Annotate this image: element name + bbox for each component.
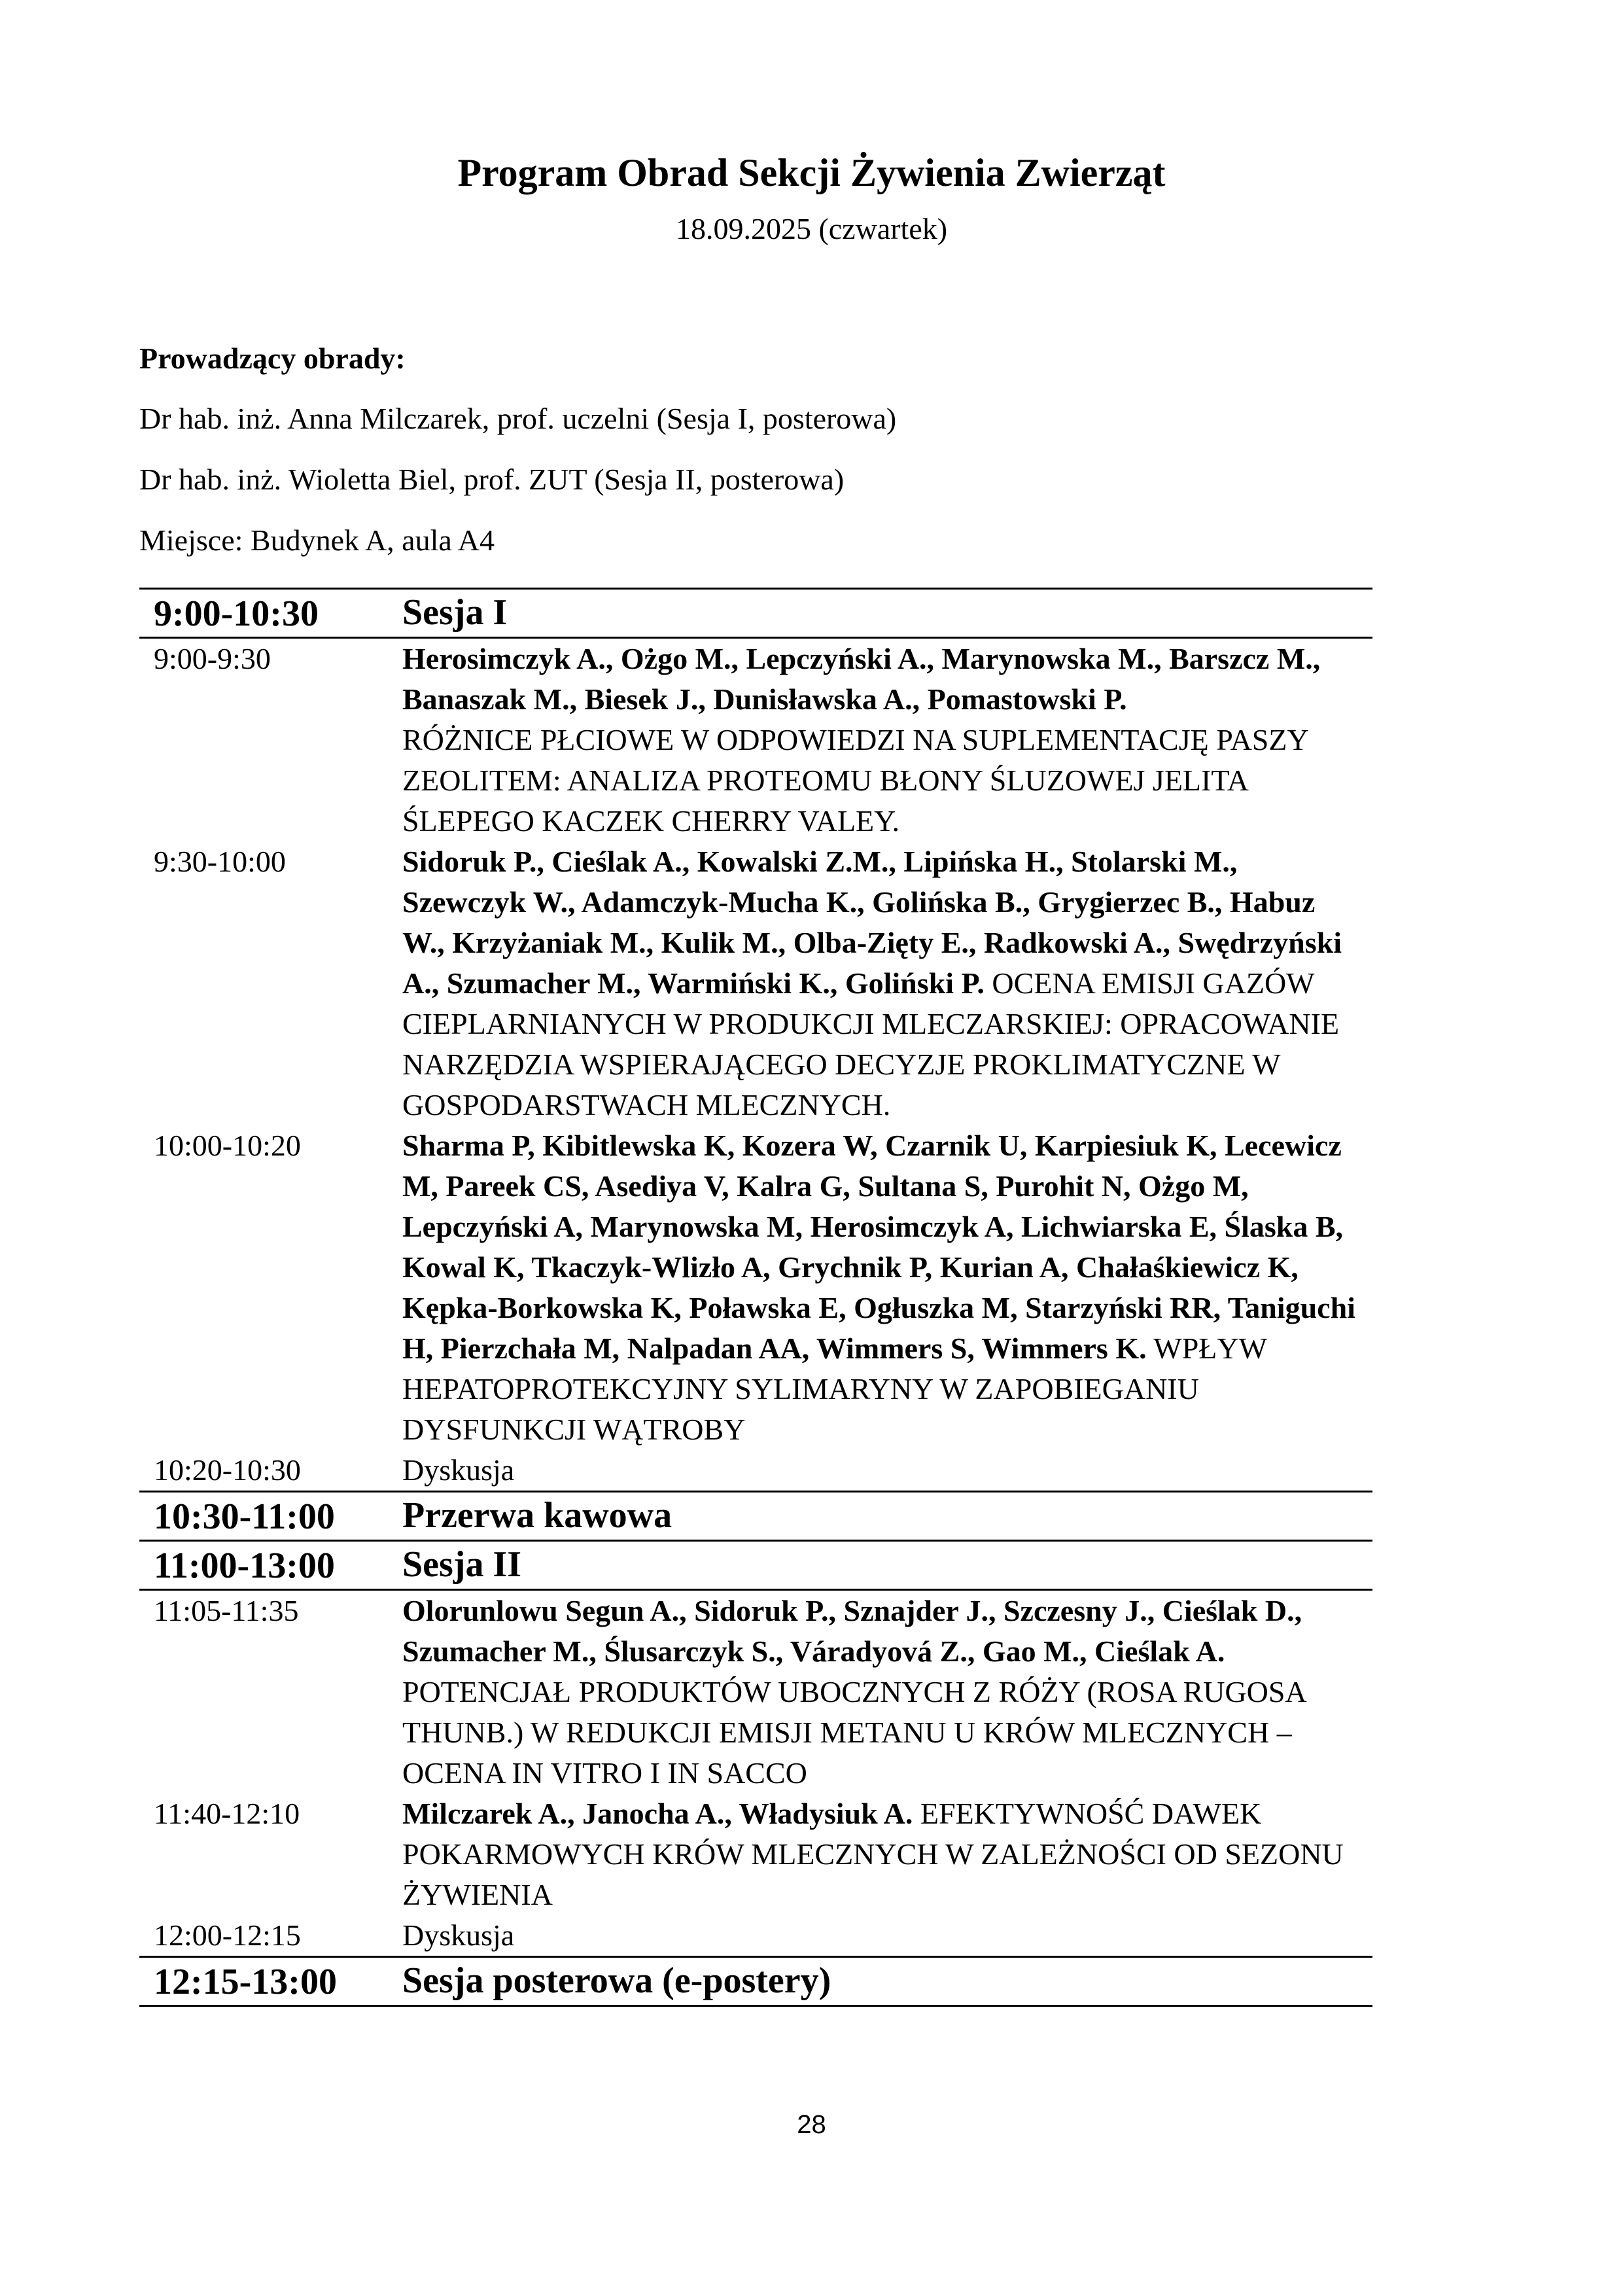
venue: Miejsce: Budynek A, aula A4 — [139, 523, 495, 557]
chair-1: Dr hab. inż. Anna Milczarek, prof. uczelni (Sesja I, posterowa) — [139, 402, 897, 435]
program-table — [139, 588, 1372, 2007]
break-time: 10:30-11:00 — [139, 1492, 402, 1541]
talk-row — [139, 638, 1372, 842]
discussion-label: Dyskusja — [402, 1915, 1372, 1957]
discussion-row — [139, 1450, 1372, 1492]
session-time: 9:00-10:30 — [139, 589, 402, 638]
chairs-label: Prowadzący obrady: — [139, 342, 406, 375]
talk-authors: Sharma P, Kibitlewska K, Kozera W, Czarnik U, Karpiesiuk K, Lecewicz M, Pareek CS, Asediya V, Kalra G, Sultana S, Purohit N, Ożgo M, Lepczyński A, Marynowska M, Herosimczyk A, Lichwiarska E, Ślaska B, Kowal K, Tkaczyk-Wlizło A, Grychnik P, Kurian A, Chałaśkiewicz K, Kępka-Borkowska K, Poławska E, Ogłuszka M, Starzyński RR, Taniguchi H, Pierzchała M, Nalpadan AA, Wimmers S, Wimmers K. — [402, 1129, 1355, 1365]
talk-title: POTENCJAŁ PRODUKTÓW UBOCZNYCH Z RÓŻY (ROSA RUGOSA THUNB.) W REDUKCJI EMISJI METANU U KRÓW MLECZNYCH – OCENA IN VITRO I IN SACCO — [402, 1675, 1306, 1790]
talk-authors: Sidoruk P., Cieślak A., Kowalski Z.M., Lipińska H., Stolarski M., Szewczyk W., Adamczyk-Mucha K., Golińska B., Grygierzec B., Habuz W., Krzyżaniak M., Kulik M., Olba-Zięty E., Radkowski A., Swędrzyński A., Szumacher M., Warmiński K., Goliński P. — [402, 845, 1342, 1000]
talk-authors: Olorunlowu Segun A., Sidoruk P., Sznajder J., Szczesny J., Cieślak D., Szumacher M., Ślusarczyk S., Váradyová Z., Gao M., Cieślak A. — [402, 1594, 1302, 1668]
talk-authors: Herosimczyk A., Ożgo M., Lepczyński A., Marynowska M., Barszcz M., Banaszak M., Biesek J., Dunisławska A., Pomastowski P. — [402, 642, 1321, 716]
talk-time: 11:05-11:35 — [154, 1594, 299, 1627]
chair-2: Dr hab. inż. Wioletta Biel, prof. ZUT (Sesja II, posterowa) — [139, 463, 845, 496]
poster-header-row — [139, 1957, 1372, 2006]
talk-time: 10:00-10:20 — [154, 1129, 301, 1162]
talk-title: OCENA EMISJI GAZÓW CIEPLARNIANYCH W PRODUKCJI MLECZARSKIEJ: OPRACOWANIE NARZĘDZIA WSPIERAJĄCEGO DECYZJE PROKLIMATYCZNE W GOSPODARSTWACH MLECZNYCH. — [402, 966, 1340, 1122]
talk-content — [402, 638, 1372, 842]
break-title: Przerwa kawowa — [402, 1492, 1372, 1541]
poster-time: 12:15-13:00 — [139, 1957, 402, 2006]
talk-title: EFEKTYWNOŚĆ DAWEK POKARMOWYCH KRÓW MLECZNYCH W ZALEŻNOŚCI OD SEZONU ŻYWIENIA — [402, 1797, 1344, 1911]
session-header-row — [139, 589, 1372, 638]
discussion-time: 12:00-12:15 — [139, 1915, 402, 1957]
talk-row — [139, 1590, 1372, 1794]
talk-time: 9:00-9:30 — [154, 642, 271, 675]
talk-title: RÓŻNICE PŁCIOWE W ODPOWIEDZI NA SUPLEMENTACJĘ PASZY ZEOLITEM: ANALIZA PROTEOMU BŁONY ŚLUZOWEJ JELITA ŚLEPEGO KACZEK CHERRY VALEY. — [402, 723, 1308, 838]
talk-row — [139, 1125, 1372, 1450]
poster-title: Sesja posterowa (e-postery) — [402, 1957, 1372, 2006]
talk-content — [402, 1125, 1372, 1450]
break-header-row — [139, 1492, 1372, 1541]
talk-time: 11:40-12:10 — [154, 1797, 300, 1830]
discussion-label: Dyskusja — [402, 1450, 1372, 1492]
session-header-row — [139, 1541, 1372, 1590]
talk-time: 9:30-10:00 — [154, 845, 286, 878]
discussion-row — [139, 1915, 1372, 1957]
talk-row — [139, 841, 1372, 1125]
talk-title: WPŁYW HEPATOPROTEKCYJNY SYLIMARYNY W ZAPOBIEGANIU DYSFUNKCJI WĄTROBY — [402, 1332, 1267, 1446]
talk-content — [402, 841, 1372, 1125]
session-title: Sesja I — [402, 589, 1372, 638]
talk-content — [402, 1793, 1372, 1915]
talk-authors: Milczarek A., Janocha A., Władysiuk A. — [402, 1797, 913, 1830]
session-time: 11:00-13:00 — [139, 1541, 402, 1590]
talk-content — [402, 1590, 1372, 1794]
session-title: Sesja II — [402, 1541, 1372, 1590]
event-date: 18.09.2025 (czwartek) — [675, 212, 948, 245]
talk-row — [139, 1793, 1372, 1915]
page-number: 28 — [797, 2110, 826, 2139]
discussion-time: 10:20-10:30 — [139, 1450, 402, 1492]
page-title: Program Obrad Sekcji Żywienia Zwierząt — [457, 151, 1166, 194]
